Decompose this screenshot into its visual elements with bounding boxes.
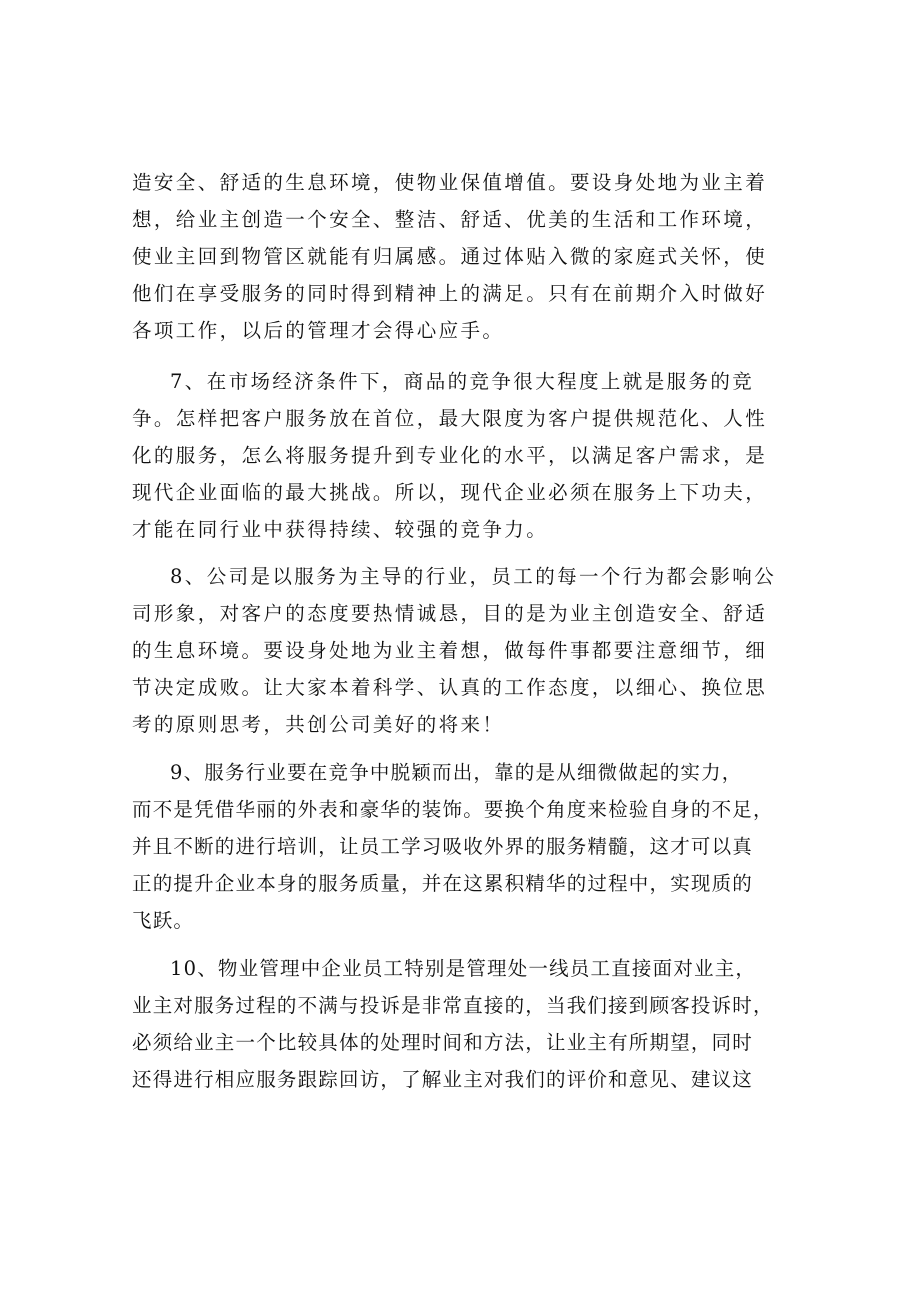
text-line: 想，给业主创造一个安全、整洁、舒适、优美的生活和工作环境， — [132, 208, 768, 231]
text-line: 现代企业面临的最大挑战。所以，现代企业必须在服务上下功夫， — [132, 481, 768, 504]
text-line: 节决定成败。让大家本着科学、认真的工作态度，以细心、换位思 — [132, 676, 768, 699]
text-line: 化的服务，怎么将服务提升到专业化的水平，以满足客户需求，是 — [132, 444, 768, 467]
text-line: 10、物业管理中企业员工特别是管理处一线员工直接面对业主， — [170, 957, 757, 980]
text-line: 而不是凭借华丽的外表和豪华的装饰。要换个角度来检验自身的不足， — [132, 798, 774, 821]
text-line: 的生息环境。要设身处地为业主着想，做每件事都要注意细节，细 — [132, 639, 768, 662]
text-line: 争。怎样把客户服务放在首位，最大限度为客户提供规范化、人性 — [132, 407, 768, 430]
text-line: 并且不断的进行培训，让员工学习吸收外界的服务精髓，这才可以真 — [132, 835, 754, 858]
text-line: 8、公司是以服务为主导的行业，员工的每一个行为都会影响公 — [170, 565, 777, 588]
text-line: 各项工作，以后的管理才会得心应手。 — [132, 319, 505, 342]
paragraph-10 — [132, 950, 792, 1098]
text-line: 才能在同行业中获得持续、较强的竞争力。 — [132, 518, 549, 541]
text-line: 正的提升企业本身的服务质量，并在这累积精华的过程中，实现质的 — [132, 872, 754, 895]
text-line: 业主对服务过程的不满与投诉是非常直接的，当我们接到顾客投诉时， — [132, 994, 774, 1017]
text-line: 造安全、舒适的生息环境，使物业保值增值。要设身处地为业主着 — [132, 171, 768, 194]
text-line: 使业主回到物管区就能有归属感。通过体贴入微的家庭式关怀，使 — [132, 245, 768, 268]
paragraph-8 — [132, 558, 792, 743]
paragraph-7 — [132, 363, 792, 548]
text-line: 必须给业主一个比较具体的处理时间和方法，让业主有所期望，同时 — [132, 1031, 754, 1054]
text-line: 他们在享受服务的同时得到精神上的满足。只有在前期介入时做好 — [132, 282, 768, 305]
text-line: 7、在市场经济条件下，商品的竞争很大程度上就是服务的竞 — [170, 370, 755, 393]
text-line: 还得进行相应服务跟踪回访，了解业主对我们的评价和意见、建议这 — [132, 1068, 754, 1091]
paragraph-continuation — [132, 164, 792, 349]
text-line: 司形象，对客户的态度要热情诚恳，目的是为业主创造安全、舒适 — [132, 602, 768, 625]
text-line: 考的原则思考，共创公司美好的将来！ — [132, 713, 505, 736]
text-line: 飞跃。 — [132, 909, 195, 932]
paragraph-9 — [132, 754, 792, 939]
text-line: 9、服务行业要在竞争中脱颖而出，靠的是从细微做起的实力， — [170, 761, 743, 784]
